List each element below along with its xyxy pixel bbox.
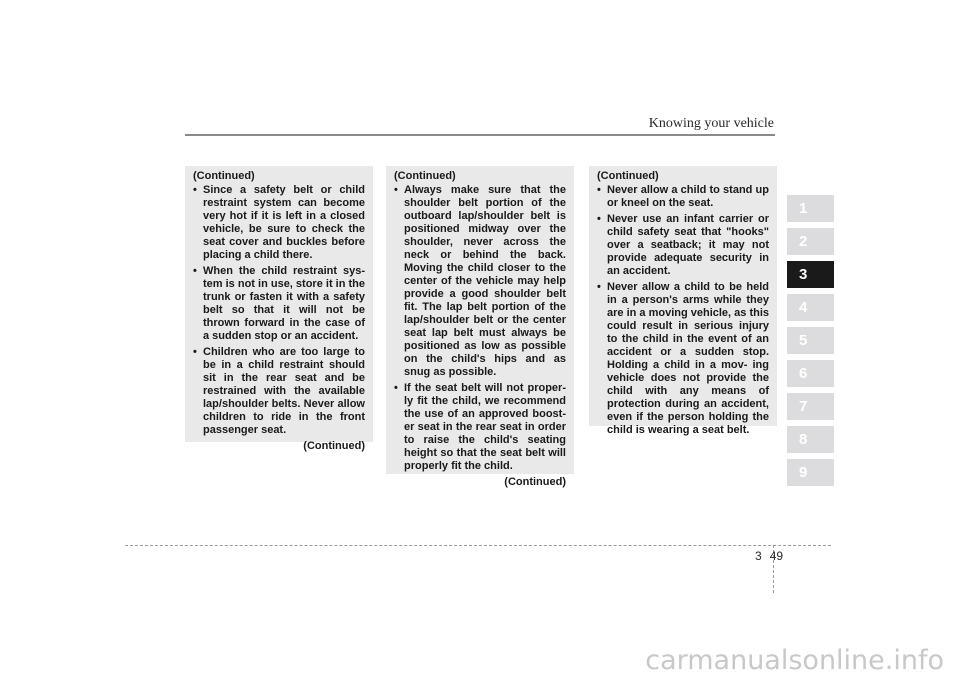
bullet-item: • When the child restraint sys- tem is not in use, store it in the trunk or fasten it with a safety belt so that it will not be thrown forward in the case of a sudden stop or an accident. bbox=[193, 265, 365, 343]
text-column-3 bbox=[589, 166, 777, 436]
page-chapter: 3 bbox=[755, 549, 762, 563]
bullet-item: • Never allow a child to stand up or kneel on the seat. bbox=[597, 184, 769, 210]
chapter-tab-9[interactable]: 9 bbox=[787, 459, 834, 486]
chapter-tab-8[interactable]: 8 bbox=[787, 426, 834, 453]
text-column-1 bbox=[185, 166, 373, 452]
bullet-item: • Never use an infant carrier or child safety seat that "hooks" over a seatback; it may not provide adequate security in an accident. bbox=[597, 213, 769, 278]
header-rule bbox=[185, 134, 775, 136]
bullet-item: • Since a safety belt or child restraint system can become very hot if it is left in a closed vehicle, be sure to check the seat cover and buckles before placing a child there. bbox=[193, 184, 365, 262]
chapter-tabs bbox=[787, 195, 834, 492]
header-title: Knowing your vehicle bbox=[648, 116, 774, 131]
page-number bbox=[755, 549, 783, 563]
bullet-item: • Children who are too large to be in a child restraint should sit in the rear seat and be restrained with the available lap/shoulder belts. Never allow children to ride in the front passenger seat. bbox=[193, 346, 365, 437]
bullet-list bbox=[193, 184, 365, 437]
chapter-tab-7[interactable]: 7 bbox=[787, 393, 834, 420]
chapter-tab-4[interactable]: 4 bbox=[787, 294, 834, 321]
continued-label: (Continued) bbox=[597, 170, 659, 182]
watermark-text: carmanualsonline.info bbox=[645, 645, 944, 676]
text-column-2 bbox=[386, 166, 574, 488]
footer-rule bbox=[125, 545, 831, 546]
continued-label: (Continued) bbox=[303, 440, 365, 452]
page-index: 49 bbox=[769, 549, 784, 563]
chapter-tab-6[interactable]: 6 bbox=[787, 360, 834, 387]
chapter-tab-3[interactable]: 3 bbox=[787, 261, 834, 288]
chapter-tab-1[interactable]: 1 bbox=[787, 195, 834, 222]
continued-label: (Continued) bbox=[193, 170, 255, 182]
bullet-item: • Always make sure that the shoulder belt portion of the outboard lap/shoulder belt is positioned midway over the shoulder, never across the neck or behind the back. Moving the child closer to the center of the vehicle may help provide a good shoulder belt fit. The lap belt portion of the lap/shoulder belt or the center seat lap belt must always be positioned as low as possible on the child's hips and as snug as possible. bbox=[394, 184, 566, 379]
chapter-tab-2[interactable]: 2 bbox=[787, 228, 834, 255]
bullet-list bbox=[597, 184, 769, 437]
continued-label: (Continued) bbox=[394, 170, 456, 182]
bullet-list bbox=[394, 184, 566, 473]
bullet-item: • If the seat belt will not proper- ly fit the child, we recommend the use of an approved boost- er seat in the rear seat in order to raise the child's seating height so that the seat belt will properly fit the child. bbox=[394, 382, 566, 473]
chapter-tab-5[interactable]: 5 bbox=[787, 327, 834, 354]
bullet-item: • Never allow a child to be held in a person's arms while they are in a moving vehicle, as this could result in serious injury to the child in the event of an accident or a sudden stop. Holding a child in a mov- ing vehicle does not provide the child with any means of protection during an accident, even if the person holding the child is wearing a seat belt. bbox=[597, 281, 769, 437]
continued-label: (Continued) bbox=[504, 476, 566, 488]
